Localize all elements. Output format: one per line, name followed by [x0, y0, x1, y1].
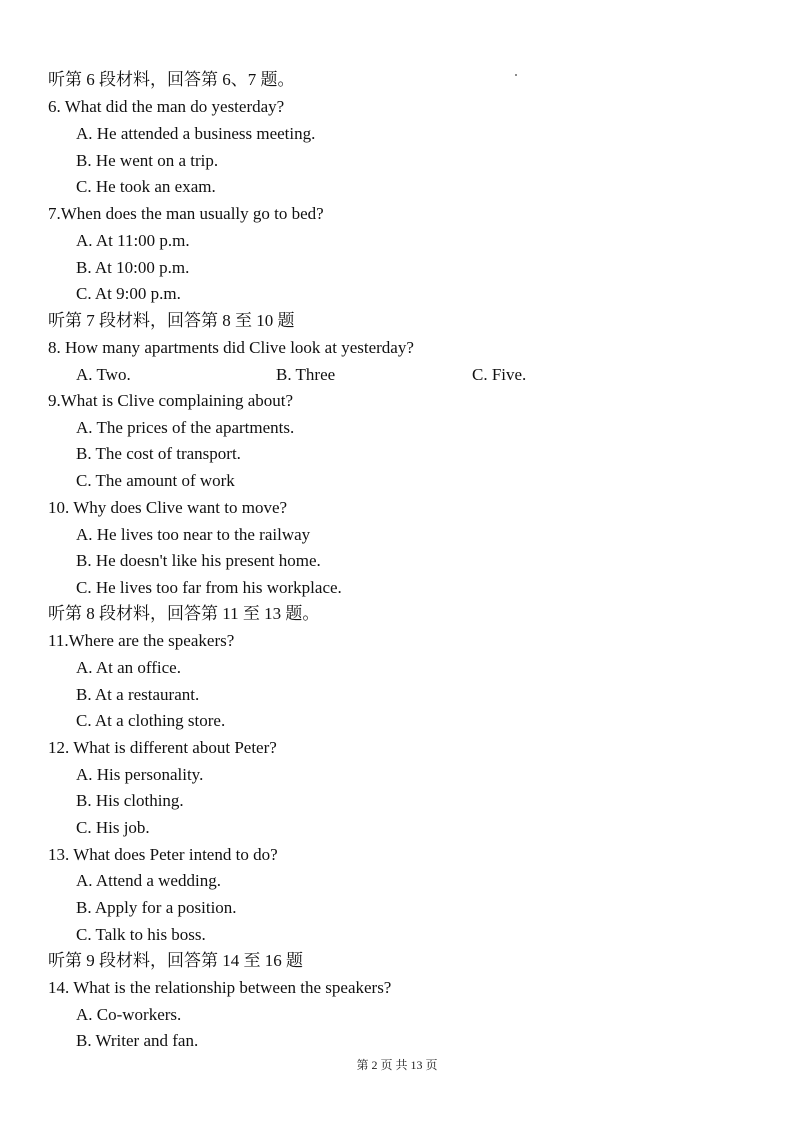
- q9-option-c: C. The amount of work: [76, 471, 235, 490]
- q12-option-b: B. His clothing.: [76, 791, 184, 810]
- question-9: 9.What is Clive complaining about?: [48, 391, 294, 410]
- q13-option-a: A. Attend a wedding.: [76, 871, 221, 890]
- question-11: 11.Where are the speakers?: [48, 631, 235, 650]
- q11-option-a: A. At an office.: [76, 658, 181, 677]
- question-10: 10. Why does Clive want to move?: [48, 498, 288, 517]
- page-footer: 第 2 页 共 13 页: [356, 1058, 438, 1072]
- q14-option-b: B. Writer and fan.: [76, 1031, 199, 1050]
- scan-speck: [515, 74, 517, 76]
- q6-option-c: C. He took an exam.: [76, 177, 216, 196]
- q9-option-a: A. The prices of the apartments.: [76, 418, 295, 437]
- q11-option-b: B. At a restaurant.: [76, 685, 200, 704]
- q10-option-b: B. He doesn't like his present home.: [76, 551, 321, 570]
- q10-option-a: A. He lives too near to the railway: [76, 525, 311, 544]
- q14-option-a: A. Co-workers.: [76, 1005, 182, 1024]
- question-7: 7.When does the man usually go to bed?: [48, 204, 324, 223]
- q8-option-c: C. Five.: [472, 365, 527, 384]
- section-heading-9: 听第 9 段材料，回答第 14 至 16 题: [48, 951, 303, 970]
- q6-option-a: A. He attended a business meeting.: [76, 124, 316, 143]
- question-12: 12. What is different about Peter?: [48, 738, 277, 757]
- q8-option-a: A. Two.: [76, 365, 131, 384]
- q7-option-c: C. At 9:00 p.m.: [76, 284, 181, 303]
- q7-option-b: B. At 10:00 p.m.: [76, 258, 190, 277]
- q12-option-a: A. His personality.: [76, 765, 204, 784]
- q13-option-c: C. Talk to his boss.: [76, 925, 206, 944]
- q7-option-a: A. At 11:00 p.m.: [76, 231, 190, 250]
- question-14: 14. What is the relationship between the speakers?: [48, 978, 392, 997]
- question-8: 8. How many apartments did Clive look at yesterday?: [48, 338, 414, 357]
- section-heading-6: 听第 6 段材料，回答第 6、7 题。: [48, 70, 295, 89]
- q13-option-b: B. Apply for a position.: [76, 898, 237, 917]
- q6-option-b: B. He went on a trip.: [76, 151, 219, 170]
- question-6: 6. What did the man do yesterday?: [48, 97, 285, 116]
- question-13: 13. What does Peter intend to do?: [48, 845, 278, 864]
- q11-option-c: C. At a clothing store.: [76, 711, 226, 730]
- q8-option-b: B. Three: [276, 365, 336, 384]
- q9-option-b: B. The cost of transport.: [76, 444, 241, 463]
- q10-option-c: C. He lives too far from his workplace.: [76, 578, 342, 597]
- section-heading-8: 听第 8 段材料，回答第 11 至 13 题。: [48, 604, 320, 623]
- section-heading-7: 听第 7 段材料，回答第 8 至 10 题: [48, 311, 295, 330]
- q12-option-c: C. His job.: [76, 818, 150, 837]
